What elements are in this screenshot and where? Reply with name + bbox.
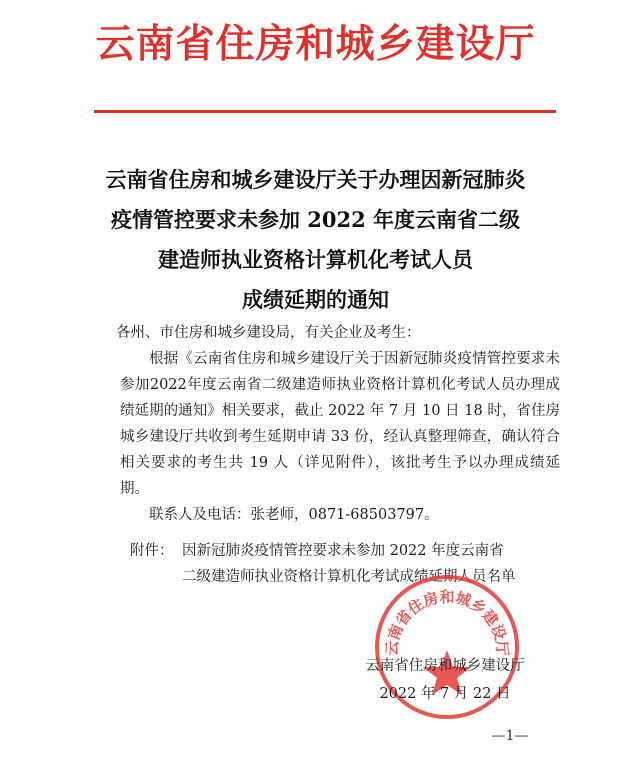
signature-block: [330, 652, 560, 708]
document-body: [116, 320, 560, 528]
title-line: 成绩延期的通知: [242, 287, 389, 312]
seal-lettering: 云南省住房和城乡建设厅: [382, 588, 512, 657]
contact-line: 联系人及电话：张老师，0871-68503797。: [149, 507, 439, 523]
title-line: 建造师执业资格计算机化考试人员: [158, 247, 473, 272]
title-line: 疫情管控要求未参加 2022 年度云南省二级: [110, 207, 521, 232]
page-number: —1—: [491, 728, 529, 744]
attachment-line-1: 因新冠肺炎疫情管控要求未参加 2022 年度云南省: [182, 543, 504, 559]
document-title: [60, 160, 571, 320]
main-paragraph: 根据《云南省住房和城乡建设厅关于因新冠肺炎疫情管控要求未参加2022年度云南省二级建造师执业资格计算机化考试人员办理成绩延期的通知》相关要求，截止 2022 年 7 月 10 日 18 时，省住房城乡建设厅共收到考生延期申请 33 份，经认真整理筛查，确认符合相关要求的考生共 19 人（详见附件），该批考生予以办理成绩延期。: [120, 351, 560, 497]
agency-masthead: 云南省住房和城乡建设厅: [95, 21, 536, 67]
red-divider-rule: [94, 110, 556, 113]
title-line: 云南省住房和城乡建设厅关于办理因新冠肺炎: [105, 167, 526, 192]
salutation: 各州、市住房和城乡建设局，有关企业及考生：: [116, 325, 421, 341]
signature-date: 2022 年 7 月 22 日: [379, 686, 511, 702]
attachment-label: 附件：: [130, 543, 174, 559]
signature-org: 云南省住房和城乡建设厅: [365, 658, 525, 674]
attachment-line-2: 二级建造师执业资格计算机化考试成绩延期人员名单: [182, 569, 516, 585]
